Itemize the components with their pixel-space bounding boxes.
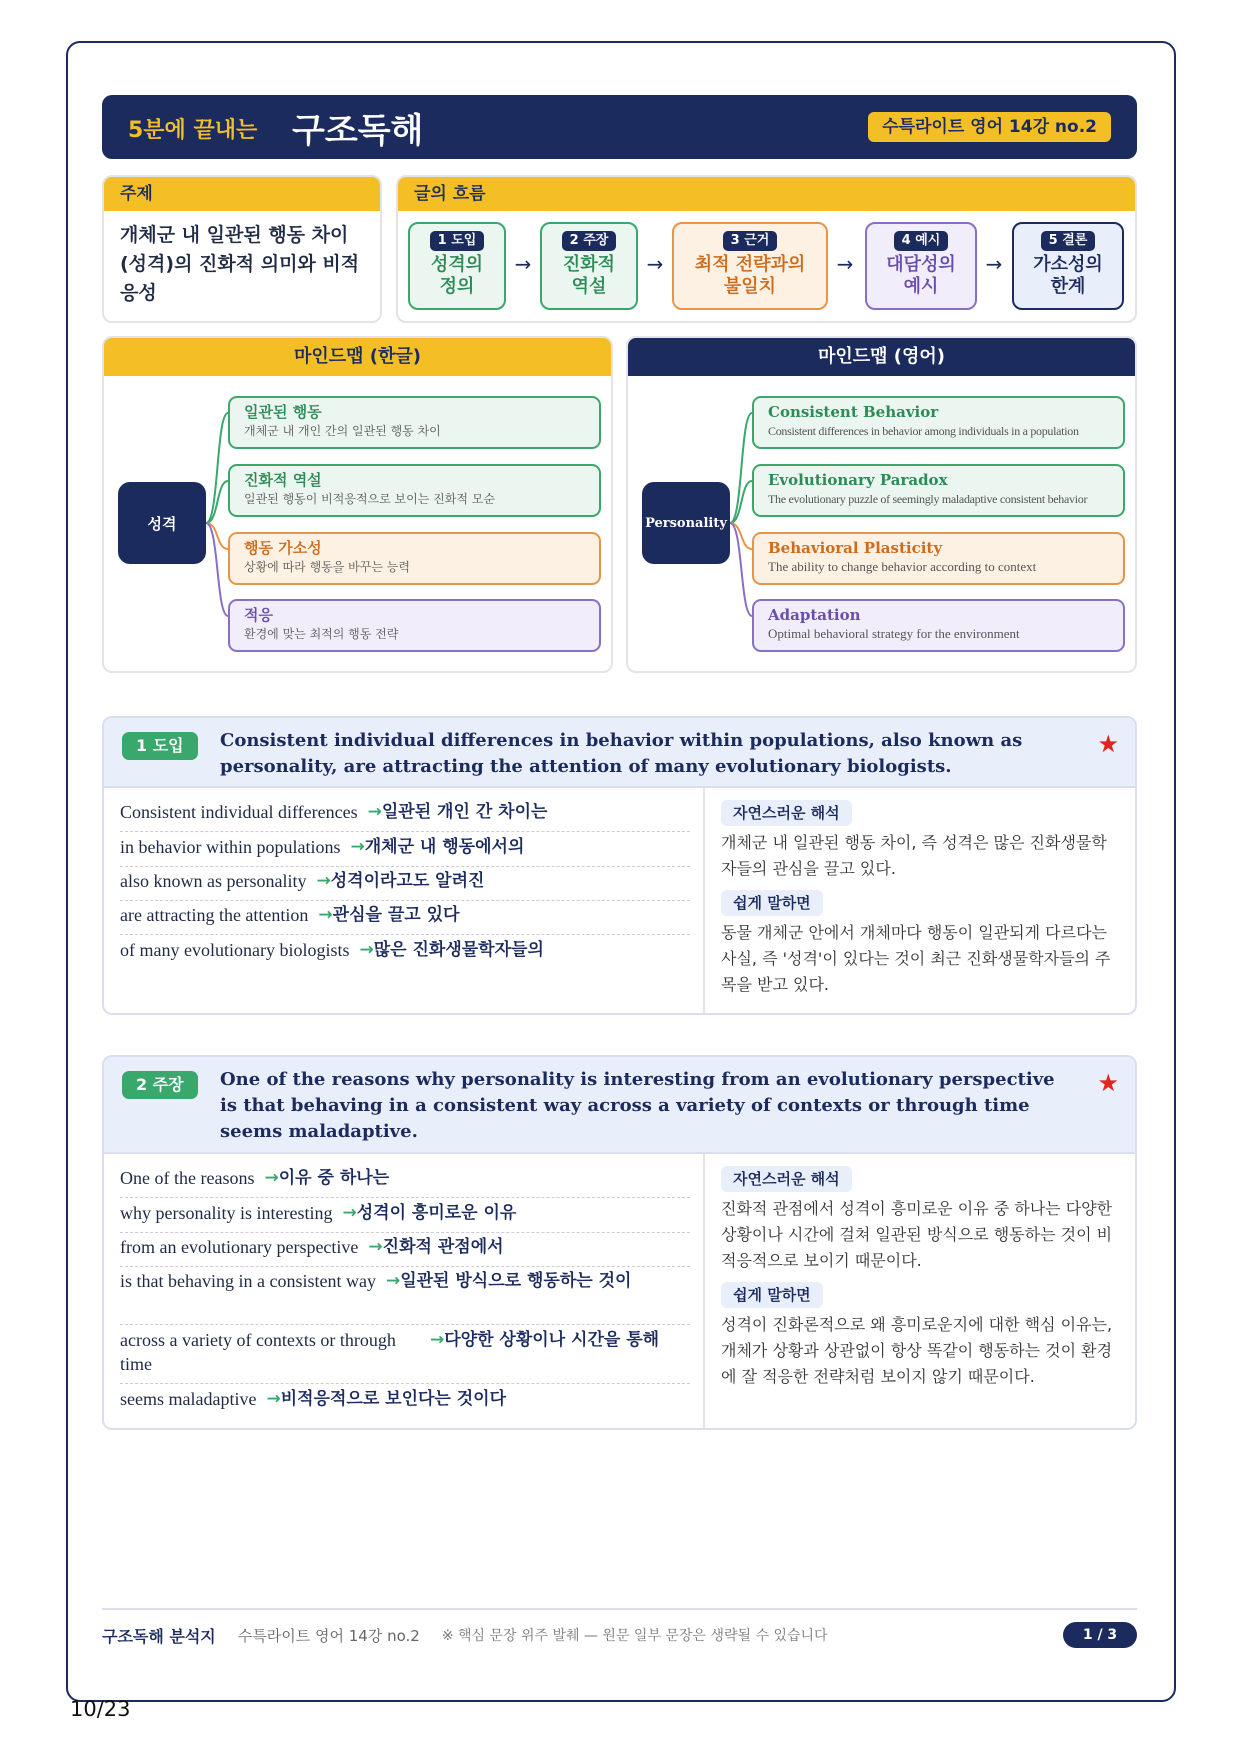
brand-subtitle: 5분에 끝내는	[128, 118, 258, 143]
document-page-count: 10/23	[70, 1697, 131, 1721]
arrow-icon: →	[368, 1237, 383, 1257]
chunk-row	[120, 869, 690, 901]
sentence-card-1	[102, 716, 1137, 1015]
chunk-row	[120, 938, 690, 968]
chunk-korean: →이유 중 하나는	[264, 1168, 390, 1188]
flow-box	[396, 175, 1137, 323]
chunk-row	[120, 835, 690, 867]
chunk-korean: →관심을 끌고 있다	[318, 905, 460, 925]
chunk-row	[120, 800, 690, 832]
translation-panel	[703, 1154, 1135, 1428]
chunk-korean: →일관된 개인 간 차이는	[367, 802, 548, 822]
mindmap-node-desc: The evolutionary puzzle of seemingly maladaptive consistent behavior	[768, 492, 1088, 506]
mindmap-node	[752, 396, 1125, 449]
header-banner	[102, 95, 1137, 159]
easy-explanation-label: 쉽게 말하면	[721, 1282, 823, 1308]
page-indicator: 1 / 3	[1063, 1622, 1137, 1648]
chunk-korean: →비적응적으로 보인다는 것이다	[266, 1389, 507, 1409]
mindmap-node-title: 진화적 역설	[244, 471, 322, 489]
flow-label: 글의 흐름	[398, 177, 1135, 211]
flow-step-5	[1012, 222, 1124, 310]
mindmap-node-desc: 상황에 따라 행동을 바꾸는 능력	[244, 560, 410, 574]
chunk-english: One of the reasons	[120, 1168, 255, 1188]
mindmap-node-desc: 개체군 내 개인 간의 일관된 행동 차이	[244, 424, 441, 438]
chunk-english: from an evolutionary perspective	[120, 1237, 359, 1257]
arrow-icon: →	[266, 1389, 281, 1409]
mindmap-node-title: 적응	[244, 606, 273, 624]
flow-step-tag: 4 예시	[894, 231, 949, 251]
mindmap-node	[228, 464, 601, 517]
sentence-badge: 2 주장	[122, 1071, 198, 1099]
flow-step-tag: 3 근거	[723, 231, 778, 251]
arrow-icon: →	[264, 1168, 279, 1188]
mindmap-node-desc: Consistent differences in behavior among individuals in a population	[768, 424, 1079, 438]
chunk-row	[120, 903, 690, 935]
arrow-icon: →	[367, 802, 382, 822]
mindmap-node-title: 일관된 행동	[244, 403, 322, 421]
flow-arrow: →	[646, 252, 664, 276]
mindmap-node-desc: 일관된 행동이 비적응적으로 보이는 진화적 모순	[244, 492, 495, 506]
mindmap-node-title: Consistent Behavior	[768, 403, 939, 421]
arrow-icon: →	[342, 1203, 357, 1223]
chunk-row	[120, 1166, 690, 1198]
chunk-english: is that behaving in a consistent way	[120, 1271, 376, 1291]
flow-arrow: →	[985, 252, 1003, 276]
footer	[102, 1620, 1137, 1650]
natural-translation-label: 자연스러운 해석	[721, 1166, 852, 1192]
star-icon: ★	[1097, 1069, 1119, 1097]
chunk-row	[120, 1269, 690, 1325]
chunk-english: in behavior within populations	[120, 837, 341, 857]
natural-translation-label: 자연스러운 해석	[721, 800, 852, 826]
chunk-korean: →일관된 방식으로 행동하는 것이	[385, 1271, 632, 1291]
chunk-row	[120, 1235, 690, 1267]
mindmap-english-title: 마인드맵 (영어)	[628, 338, 1135, 376]
chunk-list	[104, 1154, 703, 1428]
arrow-icon: →	[359, 940, 374, 960]
chunk-english: also known as personality	[120, 871, 307, 891]
topic-box	[102, 175, 382, 323]
lesson-badge: 수특라이트 영어 14강 no.2	[868, 112, 1111, 142]
chunk-korean: →다양한 상황이나 시간을 통해	[430, 1330, 660, 1350]
flow-step-tag: 5 결론	[1041, 231, 1096, 251]
sentence-text: One of the reasons why personality is interesting from an evolutionary perspective is that behaving in a consistent way across a variety of contexts or through time seems maladaptive.	[220, 1069, 1055, 1142]
flow-step-label: 가소성의 한계	[1033, 254, 1103, 297]
mindmap-node-desc: Optimal behavioral strategy for the environment	[768, 626, 1020, 641]
footer-lesson: 수특라이트 영어 14강 no.2	[237, 1626, 420, 1645]
mindmap-node-title: Evolutionary Paradox	[768, 471, 948, 489]
chunk-row	[120, 1328, 690, 1384]
chunk-korean: →성격이라고도 알려진	[316, 871, 485, 891]
chunk-korean: →성격이 흥미로운 이유	[342, 1203, 517, 1223]
chunk-english: of many evolutionary biologists	[120, 940, 350, 960]
mindmap-node-title: Adaptation	[768, 606, 861, 624]
mindmap-korean	[102, 336, 613, 673]
mindmap-node	[752, 532, 1125, 585]
mindmap-node	[228, 396, 601, 449]
sentence-header	[104, 718, 1135, 788]
mindmap-english	[626, 336, 1137, 673]
arrow-icon: →	[350, 837, 365, 857]
sentence-card-2	[102, 1055, 1137, 1430]
mindmap-root: Personality	[642, 482, 730, 564]
flow-arrow: →	[514, 252, 532, 276]
flow-step-label: 성격의 정의	[430, 254, 484, 297]
natural-translation: 진화적 관점에서 성격이 흥미로운 이유 중 하나는 다양한 상황이나 시간에 걸쳐 일관된 방식으로 행동하는 것이 비적응적으로 보이기 때문이다.	[721, 1199, 1113, 1270]
chunk-english: seems maladaptive	[120, 1389, 257, 1409]
flow-step-label: 최적 전략과의 불일치	[694, 254, 806, 297]
topic-label: 주제	[104, 177, 380, 211]
flow-step-3	[672, 222, 828, 310]
mindmap-node-desc: The ability to change behavior according to context	[768, 559, 1037, 574]
chunk-korean: →개체군 내 행동에서의	[350, 837, 525, 857]
chunk-english: are attracting the attention	[120, 905, 309, 925]
arrow-icon: →	[385, 1271, 401, 1291]
mindmap-node-title: 행동 가소성	[244, 539, 322, 557]
sentence-text: Consistent individual differences in behavior within populations, also known as personality, are attracting the attention of many evolutionary biologists.	[220, 730, 1023, 777]
flow-step-1	[408, 222, 506, 310]
arrow-icon: →	[318, 905, 333, 925]
flow-step-tag: 2 주장	[562, 231, 617, 251]
mindmap-node-desc: 환경에 맞는 최적의 행동 전략	[244, 627, 399, 641]
mindmap-node	[228, 532, 601, 585]
chunk-list	[104, 788, 703, 1013]
easy-explanation: 성격이 진화론적으로 왜 흥미로운지에 대한 핵심 이유는, 개체가 상황과 상관없이 항상 똑같이 행동하는 것이 환경에 잘 적응한 전략처럼 보이지 않기 때문이다.	[721, 1315, 1113, 1386]
brand-title: 구조독해	[292, 111, 424, 151]
flow-step-tag: 1 도입	[430, 231, 485, 251]
mindmap-node	[752, 464, 1125, 517]
arrow-icon: →	[430, 1330, 445, 1350]
natural-translation: 개체군 내 일관된 행동 차이, 즉 성격은 많은 진화생물학자들의 관심을 끌고 있다.	[721, 833, 1107, 878]
flow-step-4	[865, 222, 977, 310]
mindmap-korean-title: 마인드맵 (한글)	[104, 338, 611, 376]
topic-text: 개체군 내 일관된 행동 차이(성격)의 진화적 의미와 비적응성	[120, 224, 360, 304]
chunk-korean: →진화적 관점에서	[368, 1237, 504, 1257]
chunk-row	[120, 1201, 690, 1233]
footer-divider	[102, 1608, 1137, 1610]
footer-title: 구조독해 분석지	[102, 1626, 216, 1646]
chunk-row	[120, 1387, 690, 1419]
arrow-icon: →	[316, 871, 331, 891]
chunk-english: across a variety of contexts or through time	[120, 1330, 396, 1374]
easy-explanation: 동물 개체군 안에서 개체마다 행동이 일관되게 다르다는 사실, 즉 '성격'이 있다는 것이 최근 진화생물학자들의 주목을 받고 있다.	[721, 923, 1111, 994]
easy-explanation-label: 쉽게 말하면	[721, 890, 823, 916]
flow-step-label: 진화적 역설	[562, 254, 616, 297]
star-icon: ★	[1097, 730, 1119, 758]
footer-note: ※ 핵심 문장 위주 발췌 — 원문 일부 문장은 생략될 수 있습니다	[441, 1628, 828, 1644]
sentence-badge: 1 도입	[122, 732, 198, 760]
flow-step-2	[540, 222, 638, 310]
mindmap-node	[752, 599, 1125, 652]
chunk-korean: →많은 진화생물학자들의	[359, 940, 544, 960]
sentence-header	[104, 1057, 1135, 1154]
chunk-english: why personality is interesting	[120, 1203, 333, 1223]
mindmap-node-title: Behavioral Plasticity	[768, 539, 943, 557]
flow-arrow: →	[836, 252, 854, 276]
mindmap-root: 성격	[118, 482, 206, 564]
flow-step-label: 대담성의 예시	[886, 254, 956, 297]
chunk-english: Consistent individual differences	[120, 802, 358, 822]
translation-panel	[703, 788, 1135, 1013]
mindmap-node	[228, 599, 601, 652]
